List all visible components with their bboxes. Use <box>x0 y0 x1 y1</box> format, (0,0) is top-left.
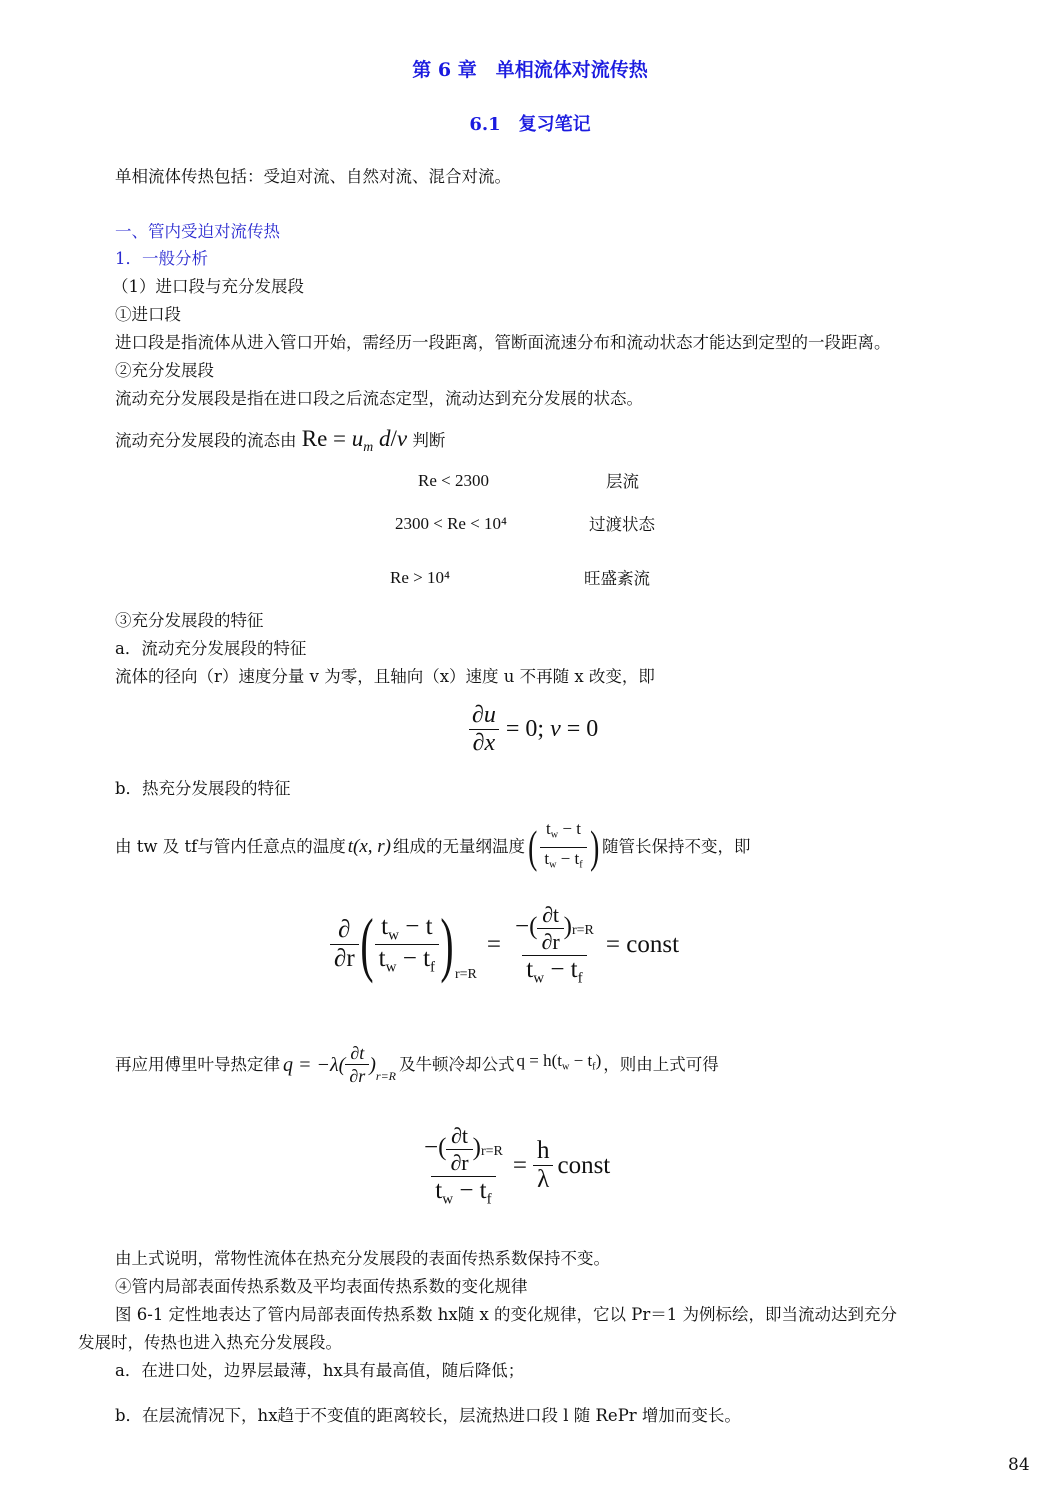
regime-condition-transition: 2300 < Re < 10⁴ <box>395 514 507 533</box>
thermal-text-2: 组成的无量纲温度 <box>393 837 525 857</box>
fourier-text-3: ，则由上式可得 <box>603 1054 719 1074</box>
item-thermal-developed-label: b．热充分发展段的特征 <box>115 779 291 798</box>
heading-forced-convection: 一、管内受迫对流传热 <box>115 222 280 241</box>
conclusion-text: 由上式说明，常物性流体在热充分发展段的表面传热系数保持不变。 <box>115 1249 610 1268</box>
regime-condition-laminar: Re < 2300 <box>418 471 489 490</box>
intro-text: 单相流体传热包括：受迫对流、自然对流、混合对流。 <box>115 167 511 186</box>
reynolds-definition: $Re = u_m$ d/ν <box>301 426 408 454</box>
item-variation-label: ④管内局部表面传热系数及平均表面传热系数的变化规律 <box>115 1277 528 1296</box>
item-flow-developed-label: a．流动充分发展段的特征 <box>115 639 307 658</box>
item-developed-text: 流动充分发展段是指在进口段之后流态定型，流动达到充分发展的状态。 <box>115 389 643 408</box>
section-title: 6.1 复习笔记 <box>469 114 591 135</box>
thermal-text-1: 由 tw 及 tf与管内任意点的温度 <box>115 837 346 857</box>
item-variation-a: a．在进口处，边界层最薄，hx具有最高值，随后降低； <box>115 1361 525 1380</box>
dimensionless-temperature: ( $\frac{t_w - t}{t_w - t_f}$ ) <box>525 818 602 876</box>
flow-criterion-prefix: 流动充分发展段的流态由 <box>115 431 297 450</box>
flow-criterion-line <box>115 428 445 458</box>
thermal-dimensionless-line <box>115 818 750 876</box>
equation-h-constant: −( $\frac{\partial t}{\partial r}$ )r=R $t_w - t_f$ = $\frac{h}{\lambda}$ const <box>424 1123 611 1208</box>
flow-criterion-suffix: 判断 <box>412 431 446 450</box>
regime-name-transition: 过渡状态 <box>589 515 655 534</box>
page-number: 84 <box>1008 1455 1030 1475</box>
thermal-text-3: 随管长保持不变，即 <box>601 837 751 857</box>
item-flow-developed-text: 流体的径向（r）速度分量 v 为零，且轴向（x）速度 u 不再随 x 改变，即 <box>115 667 655 686</box>
fourier-law: q = −λ( $\frac{\partial t}{\partial r}$ ) r=R <box>283 1043 397 1086</box>
regime-name-turbulent: 旺盛紊流 <box>584 569 650 588</box>
regime-name-laminar: 层流 <box>606 472 639 491</box>
heading-general-analysis: 1．一般分析 <box>115 249 208 268</box>
fourier-text-2: 及牛顿冷却公式 <box>399 1054 515 1074</box>
item-entrance-text: 进口段是指流体从进入管口开始，需经历一段距离，管断面流速分布和流动状态才能达到定型的一段距离。 <box>115 333 891 352</box>
item-developed-label: ②充分发展段 <box>115 361 214 380</box>
temperature-function: t(x, r) <box>347 836 391 858</box>
item-variation-text-1: 图 6-1 定性地表达了管内局部表面传热系数 hx随 x 的变化规律，它以 Pr＝1 为例标绘，即当流动达到充分 <box>115 1305 898 1324</box>
item-variation-text-2: 发展时，传热也进入热充分发展段。 <box>78 1333 342 1352</box>
equation-thermal-developed: $\frac{\partial}{\partial r}$ ( $\frac{t_w - t}{t_w - t_f}$ ) r=R = −( $\frac{\partial t}{\partial r}$ )r=R $t_w - t_f$ = const <box>330 902 679 987</box>
fourier-newton-line <box>115 1042 719 1087</box>
item-entrance-label: ①进口段 <box>115 305 181 324</box>
equation-velocity-developed: $\frac{\partial u}{\partial x}$ = 0; v = 0 <box>468 702 598 757</box>
item-characteristics-label: ③充分发展段的特征 <box>115 611 264 630</box>
newton-cooling-law: $q = h(t_w - t_f)$ <box>516 1051 602 1073</box>
fourier-text-1: 再应用傅里叶导热定律 <box>115 1054 280 1074</box>
chapter-title: 第 6 章 单相流体对流传热 <box>412 59 648 81</box>
subheading-entrance-developed: （1）进口段与充分发展段 <box>112 277 304 296</box>
regime-condition-turbulent: Re > 10⁴ <box>390 568 450 587</box>
item-variation-b: b．在层流情况下，hx趋于不变值的距离较长，层流热进口段 l 随 RePr 增加而变长。 <box>115 1406 741 1425</box>
